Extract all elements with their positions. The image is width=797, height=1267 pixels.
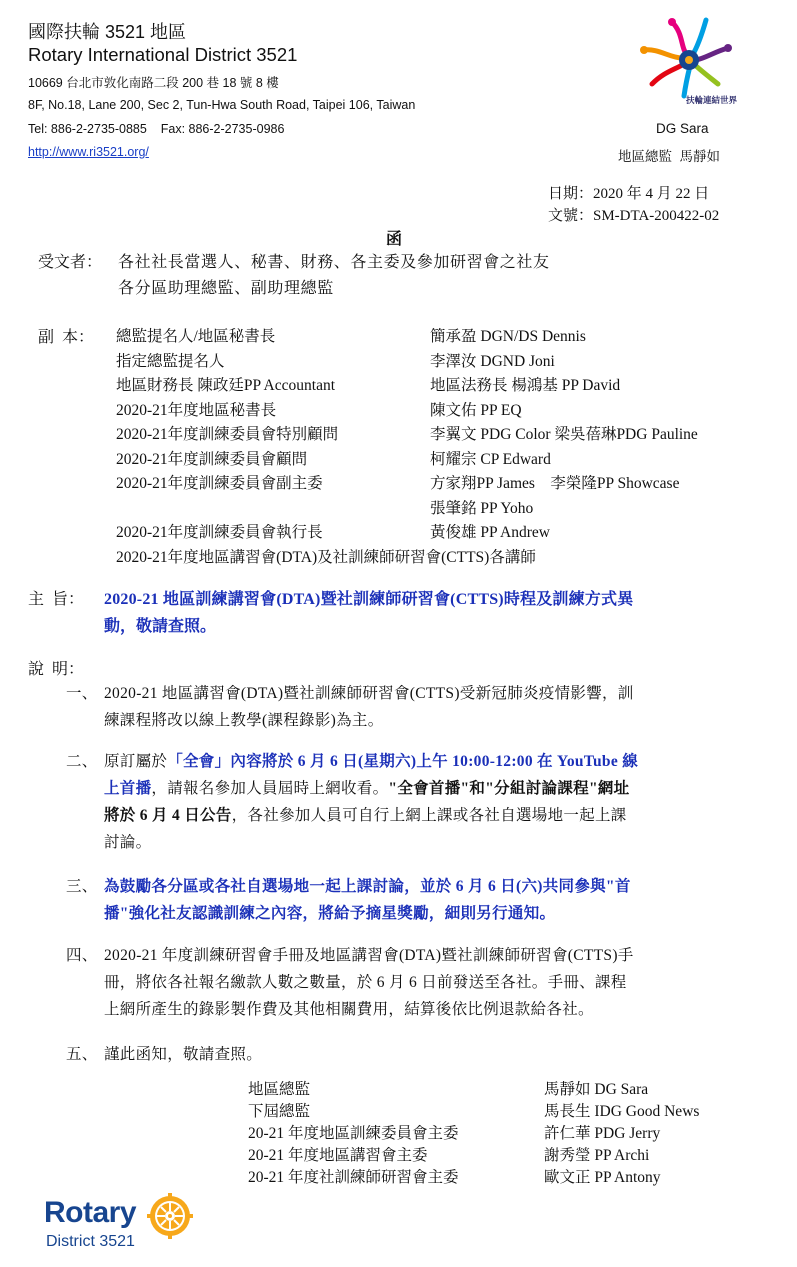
item-1-line-1: 2020-21 地區講習會(DTA)暨社訓練師研習會(CTTS)受新冠肺炎疫情影響，訓 xyxy=(104,685,634,702)
item-2-bold: 將於 6 月 4 日公告 xyxy=(104,807,232,824)
signature-name: 馬靜如 DG Sara xyxy=(544,1081,649,1098)
rotary-wheel-icon xyxy=(146,1192,194,1240)
cc-name: 張肇銘 PP Yoho xyxy=(430,500,534,517)
document-date: 日期：2020 年 4 月 22 日 xyxy=(548,186,710,202)
cc-role: 2020-21年度訓練委員會執行長 xyxy=(116,524,323,541)
signature-name: 歐文正 PP Antony xyxy=(544,1169,661,1186)
item-2-line-1 xyxy=(104,748,638,775)
cc-label: 副 本： xyxy=(38,329,95,346)
recipients-line-1: 各社社長當選人、秘書、財務、各主委及參加研習會之社友 xyxy=(118,254,550,271)
signature-role: 地區總監 xyxy=(248,1081,311,1098)
item-number: 一、 xyxy=(66,685,98,702)
dg-name-en: DG Sara xyxy=(656,121,709,136)
address-en: 8F, No.18, Lane 200, Sec 2, Tun-Hwa South Road, Taipei 106, Taiwan xyxy=(28,98,416,112)
org-name-en: Rotary International District 3521 xyxy=(28,44,298,65)
cc-name: 方家翔PP James 李榮隆PP Showcase xyxy=(430,475,680,492)
item-1-line-2: 練課程將改以線上教學(課程錄影)為主。 xyxy=(104,712,384,729)
body-label: 說 明： xyxy=(28,661,85,678)
cc-name: 李澤汝 DGND Joni xyxy=(430,353,555,370)
cc-role: 總監提名人/地區秘書長 xyxy=(116,328,276,345)
subject-line-1: 2020-21 地區訓練講習會(DTA)暨社訓練師研習會(CTTS)時程及訓練方式異 xyxy=(104,591,634,608)
item-2-text: ，各社參加人員可自行上網上課或各社自選場地一起上課 xyxy=(231,807,627,824)
cc-name: 簡承盈 DGN/DS Dennis xyxy=(430,328,586,345)
item-3-line-1: 為鼓勵各分區或各社自選場地一起上課討論，並於 6 月 6 日(六)共同參與"首 xyxy=(104,878,631,895)
rotary-connects-world-logo xyxy=(622,14,752,106)
signature-role: 下屆總監 xyxy=(248,1103,311,1120)
item-4-line-2: 冊，將依各社報名繳款人數之數量，於 6 月 6 日前發送至各社。手冊、課程 xyxy=(104,974,627,991)
website-link[interactable]: http://www.ri3521.org/ xyxy=(28,145,149,159)
logo-caption: 扶輪連結世界 xyxy=(686,95,738,105)
tel-fax: Tel: 886-2-2735-0885 Fax: 886-2-2735-0986 xyxy=(28,122,285,136)
cc-role: 2020-21年度訓練委員會顧問 xyxy=(116,451,308,468)
cc-name: 黃俊雄 PP Andrew xyxy=(430,524,550,541)
item-number: 三、 xyxy=(66,878,98,895)
document-number: 文號：SM-DTA-200422-02 xyxy=(548,208,720,224)
district-label: District 3521 xyxy=(46,1233,135,1250)
dg-name-zh: 地區總監 馬靜如 xyxy=(618,149,721,164)
item-3-line-2: 播"強化社友認識訓練之內容，將給予摘星獎勵，細則另行通知。 xyxy=(104,905,556,922)
signature-role: 20-21 年度社訓練師研習會主委 xyxy=(248,1169,459,1186)
item-number: 五、 xyxy=(66,1046,98,1063)
item-number: 二、 xyxy=(66,753,98,770)
item-2-text: 原訂屬於 xyxy=(104,753,168,770)
cc-role: 地區財務長 陳政廷PP Accountant xyxy=(116,377,336,394)
cc-name: 陳文佑 PP EQ xyxy=(430,402,522,419)
signature-name: 馬長生 IDG Good News xyxy=(544,1103,700,1120)
item-2-emphasis: 「全會」內容將於 6 月 6 日(星期六)上午 10:00-12:00 在 YouTube 線 xyxy=(167,753,638,770)
signature-role: 20-21 年度地區訓練委員會主委 xyxy=(248,1125,459,1142)
cc-name: 柯耀宗 CP Edward xyxy=(430,451,551,468)
item-2-line-3 xyxy=(104,802,627,829)
subject-label: 主 旨： xyxy=(28,591,85,608)
recipients-label: 受文者： xyxy=(38,254,103,271)
signature-name: 謝秀瑩 PP Archi xyxy=(544,1147,650,1164)
cc-role: 2020-21年度地區講習會(DTA)及社訓練師研習會(CTTS)各講師 xyxy=(116,549,536,566)
address-zh: 10669 台北市敦化南路二段 200 巷 18 號 8 樓 xyxy=(28,76,279,90)
org-name-zh: 國際扶輪 3521 地區 xyxy=(28,22,187,42)
cc-role: 2020-21年度訓練委員會特別顧問 xyxy=(116,426,339,443)
recipients-line-2: 各分區助理總監、副助理總監 xyxy=(118,280,334,297)
item-2-emphasis: 上首播 xyxy=(104,780,152,797)
cc-role: 指定總監提名人 xyxy=(116,353,225,370)
rotary-wordmark: Rotary xyxy=(44,1196,137,1229)
signature-role: 20-21 年度地區講習會主委 xyxy=(248,1147,428,1164)
item-2-line-2 xyxy=(104,775,629,802)
signature-name: 許仁華 PDG Jerry xyxy=(544,1125,661,1142)
item-2-line-4: 討論。 xyxy=(104,834,152,851)
item-4-line-3: 上網所產生的錄影製作費及其他相關費用，結算後依比例退款給各社。 xyxy=(104,1001,594,1018)
cc-role: 2020-21年度地區秘書長 xyxy=(116,402,277,419)
item-2-text: ，請報名參加人員屆時上網收看。 xyxy=(151,780,389,797)
item-2-bold: "全會首播"和"分組討論課程"網址 xyxy=(388,780,630,797)
cc-role: 2020-21年度訓練委員會副主委 xyxy=(116,475,323,492)
subject-line-2: 動，敬請查照。 xyxy=(104,618,217,635)
item-5-line-1: 謹此函知，敬請查照。 xyxy=(104,1046,263,1063)
document-title: 函 xyxy=(386,231,403,248)
cc-name: 李翼文 PDG Color 梁吳蓓琳PDG Pauline xyxy=(430,426,698,443)
item-number: 四、 xyxy=(66,947,98,964)
cc-name: 地區法務長 楊鴻基 PP David xyxy=(430,377,621,394)
item-4-line-1: 2020-21 年度訓練研習會手冊及地區講習會(DTA)暨社訓練師研習會(CTTS)手 xyxy=(104,947,634,964)
